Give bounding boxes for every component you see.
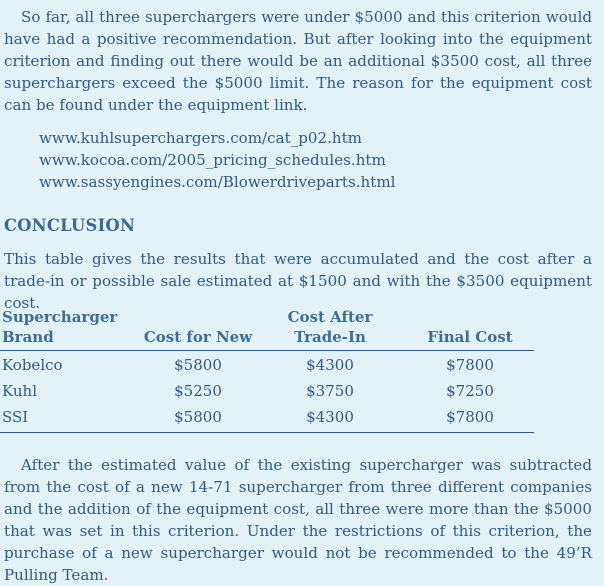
row-ssi-brand: SSI xyxy=(2,408,29,426)
link-item xyxy=(39,171,395,193)
kuhl-link[interactable]: www.kuhlsuperchargers.com/cat_p02.htm xyxy=(39,129,362,147)
row-kobelco-final-cost: $7800 xyxy=(446,356,494,374)
equipment-links-list xyxy=(39,127,395,193)
row-kobelco-cost-new: $5800 xyxy=(174,356,222,374)
row-ssi-after-trade-in: $4300 xyxy=(306,408,354,426)
link-item xyxy=(39,127,395,149)
conclusion-heading: CONCLUSION xyxy=(4,216,136,235)
header-final-cost: Final Cost xyxy=(427,328,513,346)
table-intro-paragraph: This table gives the results that were accumulated and the cost after a trade-in or possible sale estimated at $1500 and with the $3500 equipment cost. xyxy=(4,250,592,312)
header-brand-line1: Supercharger xyxy=(2,308,118,326)
header-trade-line2: Trade-In xyxy=(294,328,366,346)
row-ssi-cost-new: $5800 xyxy=(174,408,222,426)
header-cost-new: Cost for New xyxy=(143,328,253,346)
sassy-link[interactable]: www.sassyengines.com/Blowerdriveparts.html xyxy=(39,173,396,191)
intro-paragraph: So far, all three superchargers were under $5000 and this criterion would have had a positive recommendation. But after looking into the equipment criterion and finding out there would be an additional $3500 cost, all three superchargers exceed the $5000 limit. The reason for the equipment cost can be found under the equipment link. xyxy=(4,8,592,114)
results-table xyxy=(0,306,534,434)
row-kuhl-final-cost: $7250 xyxy=(446,382,494,400)
header-trade-line1: Cost After xyxy=(287,308,373,326)
row-kobelco-after-trade-in: $4300 xyxy=(306,356,354,374)
row-kuhl-brand: Kuhl xyxy=(2,382,37,400)
header-brand-line2: Brand xyxy=(2,328,54,346)
kocoa-link[interactable]: www.kocoa.com/2005_pricing_schedules.htm xyxy=(39,151,386,169)
row-kobelco-brand: Kobelco xyxy=(2,356,63,374)
link-item xyxy=(39,149,395,171)
row-kuhl-cost-new: $5250 xyxy=(174,382,222,400)
header-rule xyxy=(0,350,534,351)
table-bottom-rule xyxy=(0,432,534,433)
row-ssi-final-cost: $7800 xyxy=(446,408,494,426)
row-kuhl-after-trade-in: $3750 xyxy=(306,382,354,400)
after-table-paragraph: After the estimated value of the existing supercharger was subtracted from the cost of a new 14-71 supercharger from three different companies and the addition of the equipment cost, all three were more than the $5000 that was set in this criterion. Under the restrictions of this criterion, the purchase of a new supercharger would not be recommended to the 49’R Pulling Team. xyxy=(4,456,592,584)
